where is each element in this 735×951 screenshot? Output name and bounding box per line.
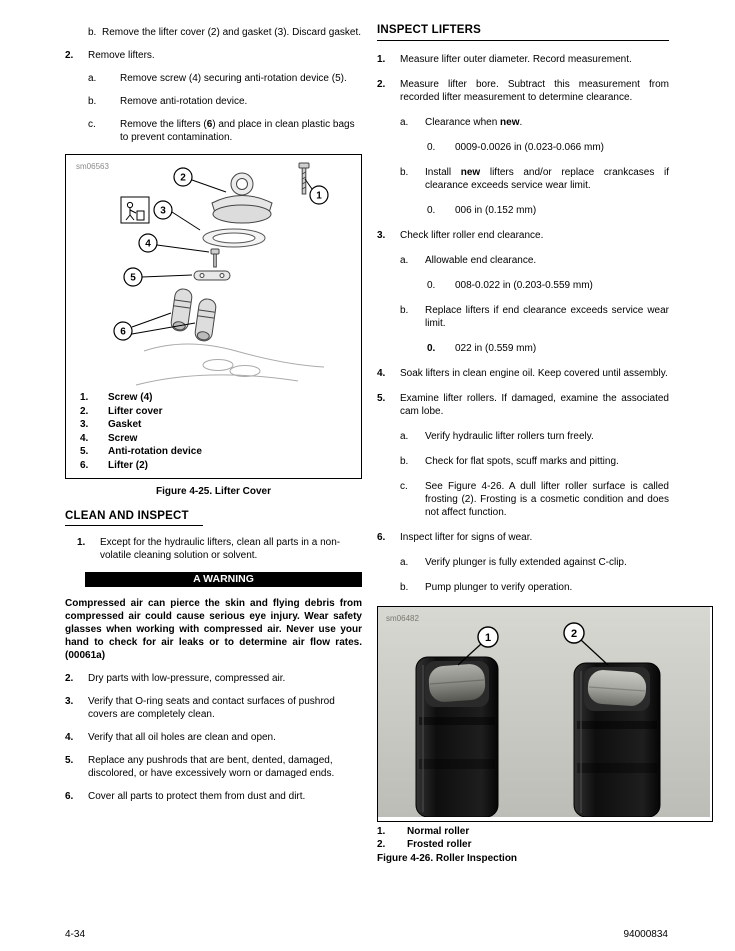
step-number: 6. <box>65 791 74 802</box>
clean-step-3 <box>65 695 362 721</box>
step-number: 1. <box>377 54 386 65</box>
substep-label: b. <box>400 167 409 178</box>
document-number: 94000834 <box>623 929 668 940</box>
measurement-end-clearance-limit <box>427 342 669 355</box>
step-text: Cover all parts to protect them from dust and dirt. <box>88 791 306 802</box>
substep-remove-anti-rotation <box>88 95 362 108</box>
legend-item <box>80 391 353 405</box>
step-text: Verify that all oil holes are clean and open. <box>88 732 276 743</box>
step-number: 5. <box>65 755 74 766</box>
measurement-label: 0. <box>427 280 436 291</box>
legend-item <box>377 838 669 851</box>
legend-item <box>80 445 353 459</box>
step-text: Inspect lifter for signs of wear. <box>400 532 533 543</box>
substep-text: Install new lifters and/or replace crankcases if clearance exceeds service wear limit. <box>425 167 670 191</box>
substep-text: Pump plunger to verify operation. <box>425 582 573 593</box>
substep-allowable-end-clearance <box>400 254 669 267</box>
figure-4-25-legend <box>66 389 361 478</box>
right-column <box>377 22 669 865</box>
legend-text: Frosted roller <box>407 839 472 850</box>
callout-1-label: 1 <box>484 632 492 644</box>
lifters-part <box>170 288 217 342</box>
inspect-lifters-heading: INSPECT LIFTERS <box>377 24 669 41</box>
legend-text: Normal roller <box>407 826 470 837</box>
step-number: 4. <box>377 368 386 379</box>
substep-text: Replace lifters if end clearance exceeds service wear limit. <box>425 305 669 329</box>
legend-item <box>80 418 353 432</box>
legend-number: 4. <box>80 432 89 444</box>
lifter-cover-part <box>212 173 272 223</box>
figure-4-26-box <box>377 606 713 822</box>
legend-text: Lifter (2) <box>108 459 148 471</box>
step-number: 2. <box>65 673 74 684</box>
callout-2-label: 2 <box>180 172 186 184</box>
measurement-value: 0009-0.0026 in (0.023-0.066 mm) <box>455 142 604 153</box>
clean-step-6 <box>65 790 362 803</box>
step-number: 4. <box>65 732 74 743</box>
inspect-step-4 <box>377 367 669 380</box>
legend-text: Lifter cover <box>108 405 163 417</box>
inspect-step-1 <box>377 53 669 66</box>
step-text: Check lifter roller end clearance. <box>400 230 544 241</box>
warning-text: Compressed air can pierce the skin and flying debris from compressed air could cause serious eye injury. Wear safety glasses when working with compressed air. Never use your hand to check for air leaks or to determine air flow rates. (00061a) <box>65 598 362 661</box>
substep-label: a. <box>400 255 409 266</box>
figure-4-25-box <box>65 154 362 479</box>
substep-text: Check for flat spots, scuff marks and pitting. <box>425 456 619 467</box>
substep-verify-plunger <box>400 556 669 569</box>
screw-part <box>299 163 309 194</box>
inspect-step-3 <box>377 229 669 242</box>
warning-banner: A WARNING <box>85 572 362 587</box>
substep-text: Verify hydraulic lifter rollers turn freely. <box>425 431 594 442</box>
normal-lifter <box>416 657 498 817</box>
figure-4-26-legend <box>377 825 669 851</box>
figure-4-25-caption: Figure 4-25. Lifter Cover <box>155 486 272 497</box>
substep-check-flat-spots <box>400 455 669 468</box>
substep-rollers-turn-freely <box>400 430 669 443</box>
legend-item <box>80 432 353 446</box>
substep-text: Remove the lifters (6) and place in clean plastic bags to prevent contamination. <box>120 119 355 143</box>
inspect-step-6 <box>377 531 669 544</box>
callout-6-label: 6 <box>120 326 126 338</box>
substep-label: a. <box>400 117 409 128</box>
step-number: 1. <box>77 537 86 548</box>
page-number: 4-34 <box>65 929 86 940</box>
step-number: 2. <box>65 50 74 61</box>
substep-text: Remove anti-rotation device. <box>120 96 248 107</box>
figure-4-26-caption: Figure 4-26. Roller Inspection <box>377 853 518 864</box>
measurement-clearance-new <box>427 141 669 154</box>
legend-item <box>80 405 353 419</box>
callout-5-label: 5 <box>130 272 136 284</box>
substep-text: Remove the lifter cover (2) and gasket (3). Discard gasket. <box>102 27 361 38</box>
measurement-value: 006 in (0.152 mm) <box>455 205 537 216</box>
substep-label: c. <box>400 481 408 492</box>
inspect-step-5 <box>377 392 669 418</box>
legend-text: Screw (4) <box>108 392 153 403</box>
step-text: Remove lifters. <box>88 50 155 61</box>
measurement-wear-limit <box>427 204 669 217</box>
substep-clearance-new <box>400 116 669 129</box>
substep-text: Clearance when new. <box>425 117 523 128</box>
legend-number: 3. <box>80 419 89 430</box>
legend-item <box>377 825 669 838</box>
step-text: Examine lifter rollers. If damaged, examine the associated cam lobe. <box>400 393 669 417</box>
inspect-step-2 <box>377 78 669 104</box>
figure-4-26-photo <box>378 607 710 817</box>
callouts-group <box>114 168 328 340</box>
substep-label: b. <box>400 305 409 316</box>
substep-text: See Figure 4-26. A dull lifter roller surface is called frosting (2). Frosting is a cosmetic condition and does not affect function. <box>425 481 669 518</box>
substep-remove-lifter-cover <box>88 26 362 39</box>
legend-number: 6. <box>80 459 89 471</box>
substep-label: c. <box>88 119 96 130</box>
clean-and-inspect-heading: CLEAN AND INSPECT <box>65 510 362 526</box>
substep-label: a. <box>88 73 97 84</box>
clean-step-5 <box>65 754 362 780</box>
legend-text: Screw <box>108 432 138 444</box>
substep-install-new-lifters <box>400 166 669 192</box>
substep-remove-screw <box>88 72 362 85</box>
legend-number: 5. <box>80 446 89 457</box>
measurement-value: 022 in (0.559 mm) <box>455 343 537 354</box>
step-number: 5. <box>377 393 386 404</box>
legend-number: 2. <box>377 839 386 850</box>
legend-number: 2. <box>80 405 89 417</box>
step-text: Soak lifters in clean engine oil. Keep covered until assembly. <box>400 368 668 379</box>
substep-text: Allowable end clearance. <box>425 255 537 266</box>
step-text: Except for the hydraulic lifters, clean all parts in a non-volatile cleaning solution or solvent. <box>100 537 341 561</box>
legend-number: 1. <box>377 826 386 837</box>
measurement-label: 0. <box>427 343 436 354</box>
legend-item <box>80 459 353 473</box>
substep-label: b. <box>88 96 97 107</box>
step-number: 6. <box>377 532 386 543</box>
step-text: Measure lifter bore. Subtract this measurement from recorded lifter measurement to determine clearance. <box>400 79 669 103</box>
substep-text: Remove screw (4) securing anti-rotation device (5). <box>120 73 347 84</box>
crankcase-outline <box>136 344 324 385</box>
step-remove-lifters <box>65 49 362 62</box>
measurement-label: 0. <box>427 205 436 216</box>
anti-rotation-device-part <box>194 271 230 280</box>
legend-number: 1. <box>80 392 89 403</box>
substep-remove-the-lifters <box>88 118 362 144</box>
step-number: 2. <box>377 79 386 90</box>
clean-step-4 <box>65 731 362 744</box>
step-text: Replace any pushrods that are bent, dented, damaged, discolored, or have excessively worn or damaged ends. <box>88 755 335 779</box>
substep-label: b. <box>400 582 409 593</box>
gasket-part <box>203 229 265 247</box>
figure-watermark: sm06482 <box>386 614 419 623</box>
left-column <box>65 26 362 813</box>
figure-4-25-drawing <box>66 155 359 389</box>
substep-text: Verify plunger is fully extended against C-clip. <box>425 557 627 568</box>
figure-watermark: sm06563 <box>76 162 109 171</box>
measurement-label: 0. <box>427 142 436 153</box>
substep-pump-plunger <box>400 581 669 594</box>
small-screw-part <box>211 249 219 267</box>
legend-text: Gasket <box>108 419 142 430</box>
substep-label: a. <box>400 431 409 442</box>
callout-1-label: 1 <box>316 190 322 202</box>
step-number: 3. <box>377 230 386 241</box>
substep-see-figure-frosting <box>400 480 669 519</box>
substep-replace-lifters <box>400 304 669 330</box>
step-text: Measure lifter outer diameter. Record measurement. <box>400 54 632 65</box>
callout-3-label: 3 <box>160 205 166 217</box>
callout-2-label: 2 <box>570 628 578 640</box>
disposal-pictogram-icon <box>121 197 149 223</box>
measurement-value: 008-0.022 in (0.203-0.559 mm) <box>455 280 593 291</box>
frosted-lifter <box>574 663 660 817</box>
substep-label: b. <box>400 456 409 467</box>
callout-4-label: 4 <box>145 238 151 250</box>
substep-label: a. <box>400 557 409 568</box>
step-number: 3. <box>65 696 74 707</box>
clean-step-1 <box>77 536 362 562</box>
measurement-end-clearance <box>427 279 669 292</box>
clean-step-2 <box>65 672 362 685</box>
step-text: Dry parts with low-pressure, compressed air. <box>88 673 286 684</box>
legend-text: Anti-rotation device <box>108 446 202 457</box>
substep-label: b. <box>88 27 97 38</box>
step-text: Verify that O-ring seats and contact surfaces of pushrod covers are completely clean. <box>88 696 335 720</box>
